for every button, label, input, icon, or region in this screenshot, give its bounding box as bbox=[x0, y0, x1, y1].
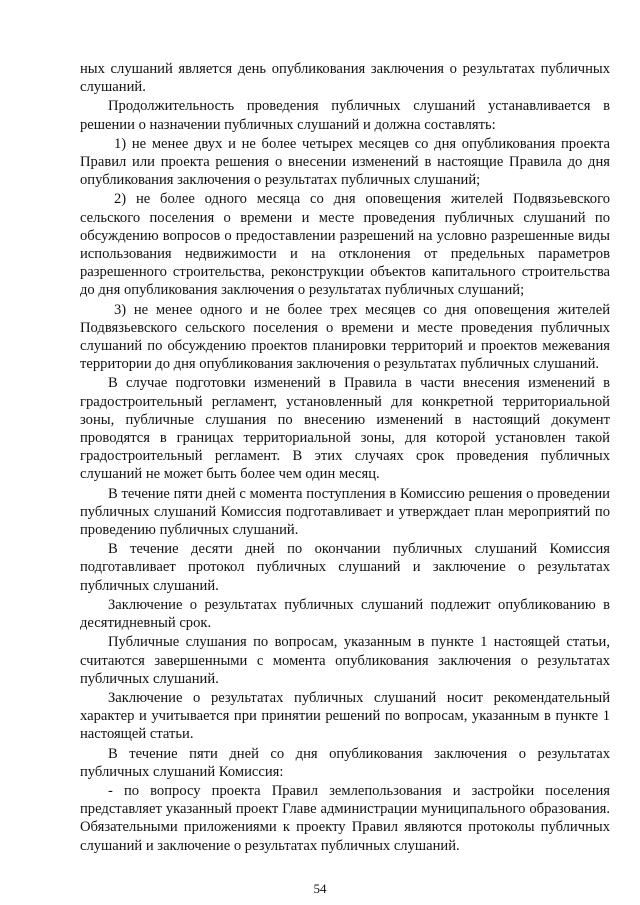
list-item-2: 2) не более одного месяца со дня оповещения жителей Подвязьевского сельского поселения о времени и месте проведения публичных слушаний по обсуждению вопросов о предоставлении разрешений на условно разрешенные виды использования недвижимости и на отклонения от предельных параметров разрешенного строительства, реконструкции объектов капитального строительства до дня опубликования заключения о результатах публичных слушаний; bbox=[80, 191, 610, 299]
paragraph-continuation: ных слушаний является день опубликования заключения о результатах публичных слушаний. bbox=[80, 61, 610, 96]
paragraph-completion: Публичные слушания по вопросам, указанным в пункте 1 настоящей статьи, считаются завершенными с момента опубликования заключения о результатах публичных слушаний. bbox=[80, 634, 610, 687]
paragraph-project-submission: - по вопросу проекта Правил землепользования и застройки поселения представляет указанный проект Главе администрации муниципального образования. Обязательными приложениями к проекту Правил являются протоколы публичных слушаний и заключение о результатах публичных слушаний. bbox=[80, 782, 610, 854]
paragraph-advisory: Заключение о результатах публичных слушаний носит рекомендательный характер и учитывается при принятии решений по вопросам, указанным в пункте 1 настоящей статьи. bbox=[80, 689, 610, 743]
paragraph-five-days-plan: В течение пяти дней с момента поступления в Комиссию решения о проведении публичных слушаний Комиссия подготавливает и утверждает план мероприятий по проведению публичных слушаний. bbox=[80, 485, 610, 539]
paragraph-ten-days-protocol: В течение десяти дней по окончании публичных слушаний Комиссия подготавливает протокол публичных слушаний и заключение о результатах публичных слушаний. bbox=[80, 541, 610, 594]
page-number: 54 bbox=[313, 881, 327, 896]
paragraph-duration: Продолжительность проведения публичных слушаний устанавливается в решении о назначении публичных слушаний и должна составлять: bbox=[80, 98, 610, 133]
document-body bbox=[80, 60, 610, 855]
paragraph-regulation-changes: В случае подготовки изменений в Правила в части внесения изменений в градостроительный регламент, установленный для конкретной территориальной зоны, публичные слушания по внесению изменений в настоящий документ проводятся в границах территориальной зоны, для которой установлен такой градостроительный регламент. В этих случаях срок проведения публичных слушаний не может быть более чем один месяц. bbox=[80, 375, 610, 483]
list-item-1: 1) не менее двух и не более четырех месяцев со дня опубликования проекта Правил или проекта решения о внесении изменений в настоящие Правила до дня опубликования заключения о результатах публичных слушаний; bbox=[80, 135, 610, 189]
list-item-3: 3) не менее одного и не более трех месяцев со дня оповещения жителей Подвязьевского сельского поселения о времени и месте проведения публичных слушаний по обсуждению проектов планировки территорий и проектов межевания территории до дня опубликования заключения о результатах публичных слушаний. bbox=[80, 301, 610, 373]
paragraph-commission-actions: В течение пяти дней со дня опубликования заключения о результатах публичных слушаний Комиссия: bbox=[80, 745, 610, 780]
paragraph-publication: Заключение о результатах публичных слушаний подлежит опубликованию в десятидневный срок. bbox=[80, 596, 610, 632]
